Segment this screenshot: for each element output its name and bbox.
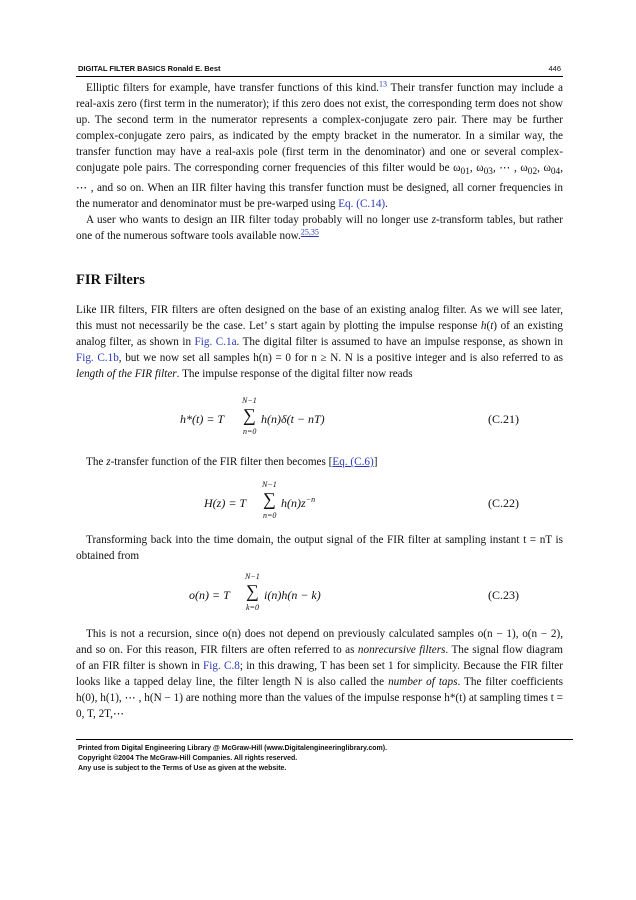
exponent: −n: [305, 495, 316, 504]
text-run: A user who wants to design an IIR filter today probably will no longer use: [86, 214, 432, 227]
equation-c23: [76, 572, 563, 618]
sum-upper-limit: N−1: [242, 396, 257, 405]
text-run: Elliptic filters for example, have transfer functions of this kind.: [86, 82, 379, 94]
sum-upper-limit: N−1: [262, 480, 277, 489]
text-run: . The impulse response of the digital filter now reads: [176, 368, 413, 380]
paragraph-elliptic: Elliptic filters for example, have transfer functions of this kind.$^{13}$ Their transfer function may include a real-axis zero (first term in the numerator); if this zero does not exist, the corresponding term does not show up. The second term in the numerator represents a complex-conjugate zero pair. There may be further complex-conjugate zero pairs, as indicated by the empty bracket in the numerator. In a similar way, the transfer function may have a real-axis pole (first term in the denominator) and one or several complex-conjugate pole pairs. The corresponding corner frequencies of this filter would be $\omega_{01}$, $\omega_{03}$, ⋯ , $\omega_{02}$, $\omega_{04}$, ⋯ , and so on. When an IIR filter having this transfer function must be designed, all corner frequencies in the numerator and denominator must be pre-warped using Eq. (C.14).: [76, 79, 564, 211]
text-run: -transform tables, but rather one of the numerous software tools available now.: [76, 214, 563, 243]
paragraph-time-domain: Transforming back into the time domain, the output signal of the FIR filter at sampling instant t = nT is obtained from: [76, 534, 563, 562]
text-run: Like IIR filters, FIR filters are often designed on the base of an existing analog filter. As we will see later, this must not necessarily be the case. Let’ s start again by plotting the impulse response: [76, 304, 563, 332]
text-run: Their transfer function may include a real-axis zero (first term in the numerator); if this zero does not exist, the corresponding term does not show up. The second term in the numerator represents a complex-conjugate zero pair. There may be further complex-conjugate zero pairs, as indicated by the empty bracket in the numerator. In a similar way, the transfer function may have a real-axis pole (first term in the denominator) and one or several complex-conjugate pole pairs. The corresponding corner frequencies of this filter would be ω: [76, 82, 563, 174]
text-run: ]: [373, 456, 378, 468]
summation-sign: ∑: [246, 581, 259, 601]
reference-link-25-35[interactable]: 25,35: [300, 227, 319, 237]
equation-rhs: [281, 496, 315, 511]
equation-lhs: H(z) = T: [204, 496, 247, 510]
page-number: 446: [548, 64, 561, 73]
text-run: , and so on. When an IIR filter having this transfer function must be designed, all corner frequencies in the numerator and denominator must be pre-warped using: [76, 182, 564, 211]
text-run: nonrecursive filters: [357, 644, 446, 656]
equation-lhs: o(n) = T: [189, 588, 230, 602]
figure-link-c1b[interactable]: Fig. C.1b: [76, 352, 119, 364]
footer-rule: [76, 739, 573, 740]
paragraph-recursion: [76, 626, 563, 722]
text-run: z: [106, 456, 111, 468]
text-run: of an existing analog filter, as shown in: [76, 320, 563, 348]
text-run: h: [480, 320, 487, 332]
text-run: . The signal flow diagram of an FIR filter is shown in: [76, 644, 563, 672]
equation-number: (C.23): [488, 588, 519, 602]
subscript: 04: [550, 167, 561, 178]
header-rule: [76, 76, 563, 77]
equation-number: (C.22): [488, 496, 519, 510]
paragraph-z-transfer: [76, 454, 563, 470]
footer: [78, 744, 568, 774]
equation-rhs-base: h(n)z: [281, 496, 306, 510]
sum-upper-limit: N−1: [245, 572, 260, 581]
text-run: The: [86, 456, 107, 468]
subscript: 03: [483, 167, 493, 178]
equation-c22: [76, 480, 563, 526]
summation-sign: ∑: [263, 489, 276, 509]
footer-line: Any use is subject to the Terms of Use as given at the website.: [78, 765, 287, 772]
text-run: z: [431, 214, 437, 227]
footer-line: Copyright ©2004 The McGraw-Hill Companies. All rights reserved.: [78, 755, 298, 762]
figure-link-c1a[interactable]: Fig. C.1a: [194, 336, 237, 348]
summation-sign: ∑: [243, 405, 256, 425]
equation-rhs: h(n)δ(t − nT): [261, 412, 325, 426]
text-run: -transfer function of the FIR filter then becomes [: [110, 456, 333, 468]
equation-c21: [76, 396, 563, 442]
intro-text: [76, 80, 563, 244]
equation-rhs: i(n)h(n − k): [264, 588, 321, 602]
paragraph-fir-intro: Like IIR filters, FIR filters are often designed on the base of an existing analog filter. As we will see later, this must not necessarily be the case. Let’ s start again by plotting the impulse response h(t) of an existing analog filter, as shown in Fig. C.1a. The digital filter is assumed to have an impulse response, as shown in Fig. C.1b, but we now set all samples h(n) = 0 for n ≥ N. N is a positive integer and is also referred to as length of the FIR filter. The impulse response of the digital filter now reads: [76, 304, 564, 380]
equation-link-c14[interactable]: Eq. (C.14): [338, 198, 386, 211]
text-run: t: [490, 320, 494, 332]
subscript: 01: [460, 167, 470, 178]
paragraph-user: [76, 212, 563, 244]
sum-lower-limit: k=0: [246, 603, 259, 612]
reference-link-13[interactable]: 13: [378, 79, 387, 89]
equation-lhs: h*(t) = T: [180, 412, 225, 426]
footer-line: Printed from Digital Engineering Library @ McGraw-Hill (www.Digitalengineeringlibrary.com).: [78, 745, 388, 752]
text-run: length of the FIR filter: [76, 368, 177, 380]
header-title: DIGITAL FILTER BASICS Ronald E. Best: [78, 64, 221, 73]
sum-lower-limit: n=0: [263, 511, 277, 520]
sum-lower-limit: n=0: [243, 427, 257, 436]
equation-number: (C.21): [488, 412, 519, 426]
text-run: . The digital filter is assumed to have an impulse response, as shown in: [236, 336, 563, 348]
text-run: , but we now set all samples h(n) = 0 for n ≥ N. N is a positive integer and is also referred to as: [118, 352, 564, 364]
subscript: 02: [527, 167, 538, 178]
text-run: ; in this drawing, T has been set 1 for simplicity. Because the FIR filter looks like a tapped delay line, the filter length N is also called the: [76, 660, 563, 688]
section-heading: FIR Filters: [76, 272, 145, 288]
figure-link-c8[interactable]: Fig. C.8: [203, 660, 240, 672]
text-run: number of taps: [388, 676, 458, 688]
text-run: This is not a recursion, since o(n) does not depend on previously calculated samples o(n − 1), o(n − 2), and so on. For this reason, FIR filters are often referred to as: [76, 628, 563, 656]
text-run: . The filter coefficients h(0), h(1), ⋯ , h(N − 1) are nothing more than the values of the impulse response h*(t) at sampling times t = 0, T, 2T,⋯: [76, 676, 564, 720]
equation-link-c6[interactable]: Eq. (C.6): [332, 456, 374, 468]
